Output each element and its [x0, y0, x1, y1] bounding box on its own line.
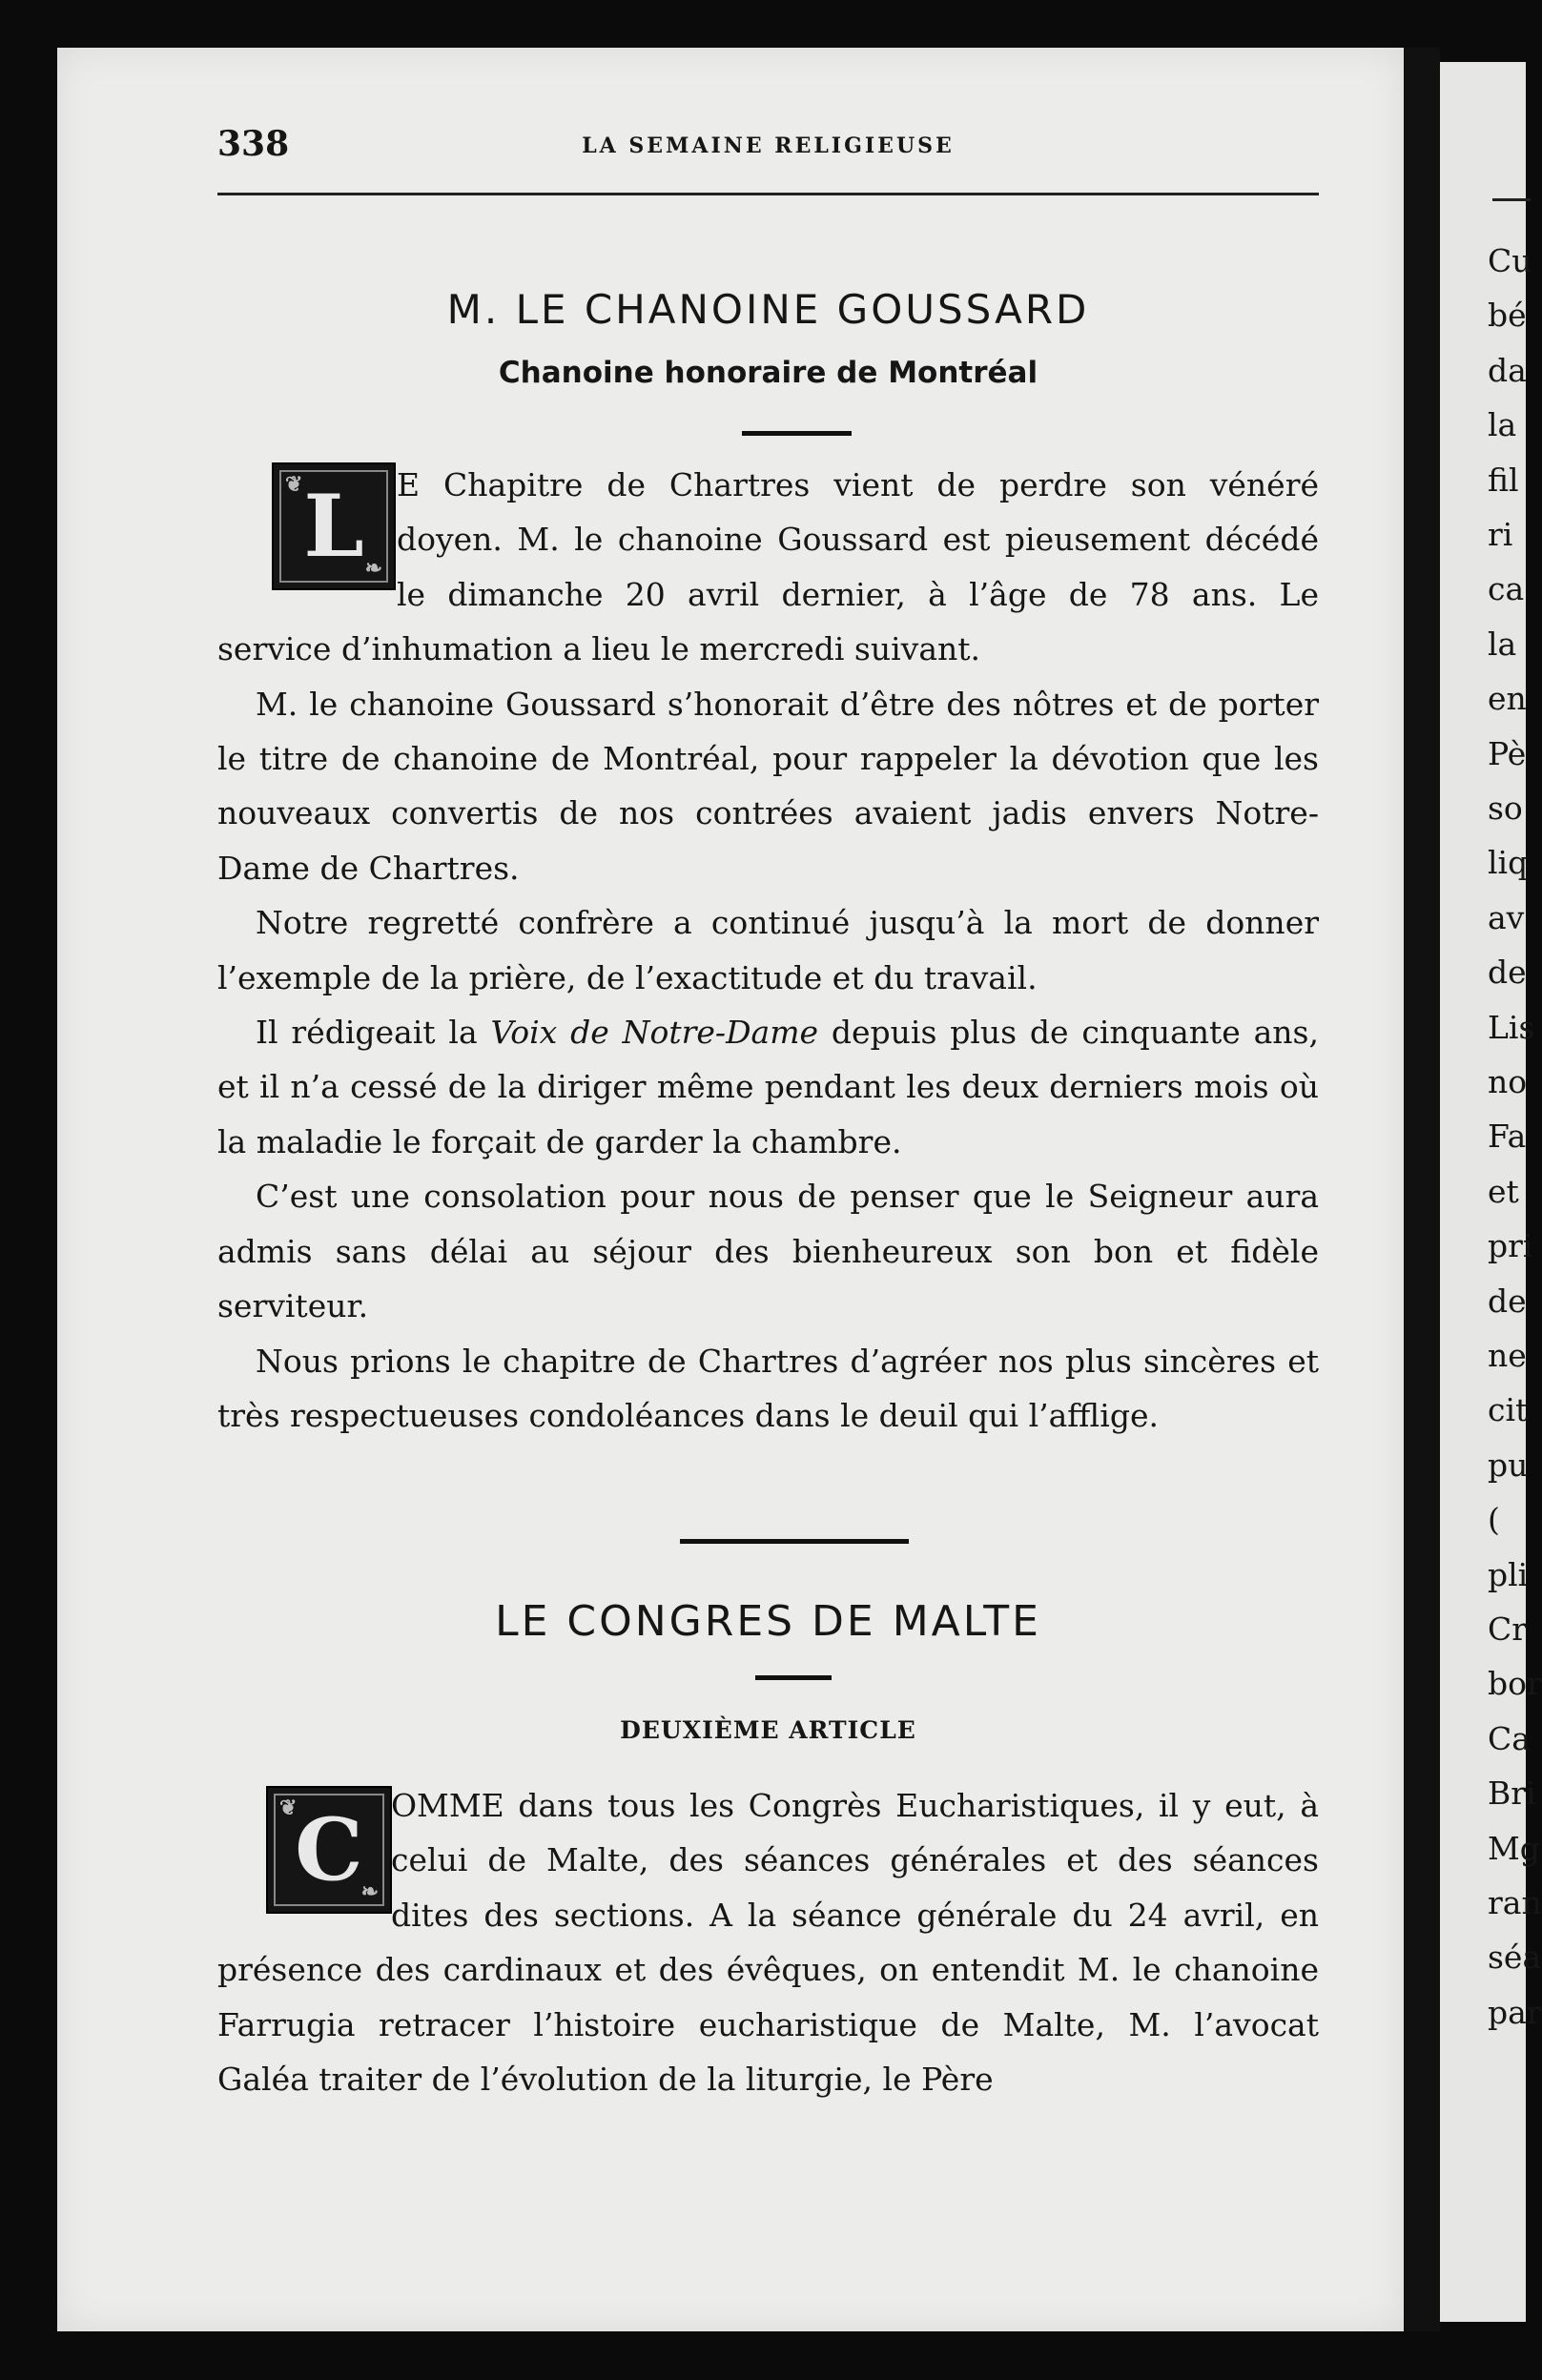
article1-body: [217, 458, 1319, 1443]
adjacent-line: séa: [1488, 1939, 1542, 1977]
adjacent-line: la: [1488, 406, 1517, 444]
adjacent-line: pli: [1488, 1555, 1529, 1593]
adjacent-line: Lis: [1488, 1008, 1535, 1046]
dropcap-letter-2: C: [295, 1799, 363, 1900]
adjacent-line: Cr: [1488, 1611, 1528, 1648]
adjacent-page: [1440, 62, 1542, 2322]
paragraph: OMME dans tous les Congrès Eucharistiques, il y eut, à celui de Malte, des séances générales et des séances dites des sections. A la séance générale du 24 avril, en présence des cardinaux et des évêques, on entendit M. le chanoine Farrugia retracer l’histoire eucharistique de Malte, M. l’avocat Galéa traiter de l’évolution de la liturgie, le Père: [217, 1787, 1319, 2099]
article2-title: LE CONGRES DE MALTE: [495, 1597, 1041, 1646]
adjacent-line: no: [1488, 1063, 1528, 1100]
title-rule: [742, 431, 852, 436]
adjacent-line: ne: [1488, 1337, 1527, 1374]
title2-rule: [755, 1675, 832, 1680]
page-number: 338: [217, 124, 290, 164]
adjacent-line: so: [1488, 790, 1523, 827]
adjacent-line: Mg: [1488, 1829, 1540, 1867]
page-gutter: [1404, 48, 1440, 2331]
header-rule: [217, 193, 1319, 195]
adjacent-line: Bri: [1488, 1775, 1536, 1813]
adjacent-line: Cu: [1488, 242, 1532, 279]
adjacent-line: bé: [1488, 297, 1527, 335]
paragraph: Il rédigeait la Voix de Notre-Dame depuis plus de cinquante ans, et il n’a cessé de la diriger même pendant les deux derniers mois où la maladie le forçait de garder la chambre.: [217, 1014, 1319, 1160]
paragraph: Notre regretté confrère a continué jusqu’à la mort de donner l’exemple de la prière, de l’exactitude et du travail.: [217, 904, 1319, 996]
adjacent-line: ri: [1488, 516, 1513, 553]
adjacent-line: de: [1488, 954, 1527, 992]
adjacent-line: ca: [1488, 570, 1525, 608]
adjacent-line: Pè: [1488, 734, 1527, 772]
adjacent-line: de: [1488, 1282, 1527, 1320]
adjacent-line: Ca: [1488, 1719, 1531, 1757]
adjacent-line: bor: [1488, 1665, 1542, 1703]
adjacent-line: la: [1488, 625, 1517, 663]
adjacent-line: da: [1488, 351, 1527, 389]
section-label: DEUXIÈME ARTICLE: [620, 1716, 916, 1744]
section-divider: [680, 1539, 909, 1544]
dropcap-letter: L: [303, 476, 364, 577]
dropcap-c: ❦ C ❧: [266, 1786, 392, 1914]
page-header: [217, 124, 1319, 162]
paragraph: Nous prions le chapitre de Chartres d’agréer nos plus sincères et très respectueuses condoléances dans le deuil qui l’afflige.: [217, 1342, 1319, 1434]
article-title: M. LE CHANOINE GOUSSARD: [446, 286, 1090, 333]
adjacent-line: av: [1488, 898, 1525, 936]
adjacent-line: par: [1488, 1993, 1542, 2031]
article2-body: [217, 1778, 1319, 2106]
paragraph: M. le chanoine Goussard s’honorait d’être des nôtres et de porter le titre de chanoine de Montréal, pour rappeler la dévotion que les nouveaux convertis de nos contrées avaient jadis envers Notre-Dame de Chartres.: [217, 685, 1319, 887]
adjacent-line: et: [1488, 1172, 1519, 1210]
dropcap-l: ❦ L ❧: [272, 462, 396, 590]
article-subtitle: Chanoine honoraire de Montréal: [498, 356, 1038, 390]
adjacent-line: pu: [1488, 1446, 1529, 1484]
adjacent-line: Fa: [1488, 1118, 1527, 1156]
paragraph: E Chapitre de Chartres vient de perdre son vénéré doyen. M. le chanoine Goussard est pieusement décédé le dimanche 20 avril dernier, à l’âge de 78 ans. Le service d’inhumation a lieu le mercredi suivant.: [217, 466, 1319, 668]
adjacent-line: cit: [1488, 1391, 1529, 1429]
adjacent-header-rule: [1492, 198, 1531, 201]
adjacent-line: ran: [1488, 1884, 1542, 1921]
adjacent-line: fil: [1488, 461, 1519, 499]
adjacent-line: pri: [1488, 1227, 1533, 1265]
adjacent-line: (: [1488, 1501, 1500, 1539]
paragraph: C’est une consolation pour nous de penser que le Seigneur aura admis sans délai au séjour des bienheureux son bon et fidèle serviteur.: [217, 1178, 1319, 1325]
adjacent-line: en: [1488, 680, 1527, 718]
adjacent-line: liq: [1488, 844, 1529, 882]
running-title: LA SEMAINE RELIGIEUSE: [582, 133, 955, 158]
